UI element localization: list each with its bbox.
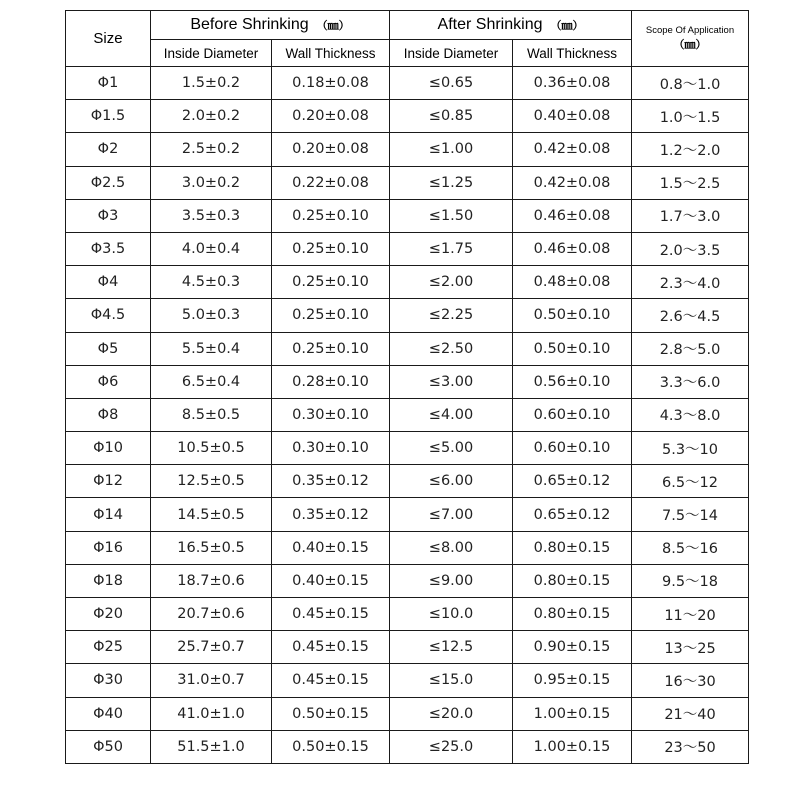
after-inside-diameter-cell: ≤10.0 bbox=[390, 598, 513, 631]
size-cell: Φ12 bbox=[66, 465, 151, 498]
scope-cell: 11～20 bbox=[632, 598, 749, 631]
table-row bbox=[66, 730, 749, 763]
before-inside-diameter-header: Inside Diameter bbox=[151, 40, 272, 67]
before-inside-diameter-cell: 2.5±0.2 bbox=[151, 133, 272, 166]
scope-cell: 8.5～16 bbox=[632, 531, 749, 564]
table-row bbox=[66, 697, 749, 730]
table-row bbox=[66, 664, 749, 697]
before-inside-diameter-cell: 1.5±0.2 bbox=[151, 67, 272, 100]
before-inside-diameter-cell: 10.5±0.5 bbox=[151, 432, 272, 465]
size-cell: Φ30 bbox=[66, 664, 151, 697]
after-wall-thickness-cell: 0.80±0.15 bbox=[513, 531, 632, 564]
before-wall-thickness-cell: 0.28±0.10 bbox=[272, 365, 390, 398]
after-shrinking-header bbox=[390, 11, 632, 40]
after-shrinking-label: After Shrinking bbox=[437, 16, 543, 33]
table-row bbox=[66, 398, 749, 431]
before-wall-thickness-cell: 0.40±0.15 bbox=[272, 564, 390, 597]
size-cell: Φ20 bbox=[66, 598, 151, 631]
header-row-group bbox=[66, 11, 749, 40]
before-inside-diameter-cell: 16.5±0.5 bbox=[151, 531, 272, 564]
table-row bbox=[66, 67, 749, 100]
table-body bbox=[66, 67, 749, 764]
scope-cell: 3.3～6.0 bbox=[632, 365, 749, 398]
before-wall-thickness-cell: 0.25±0.10 bbox=[272, 232, 390, 265]
scope-cell: 4.3～8.0 bbox=[632, 398, 749, 431]
after-inside-diameter-cell: ≤20.0 bbox=[390, 697, 513, 730]
scope-cell: 16～30 bbox=[632, 664, 749, 697]
before-wall-thickness-header: Wall Thickness bbox=[272, 40, 390, 67]
after-wall-thickness-cell: 1.00±0.15 bbox=[513, 697, 632, 730]
table-row bbox=[66, 166, 749, 199]
before-wall-thickness-cell: 0.50±0.15 bbox=[272, 697, 390, 730]
before-wall-thickness-cell: 0.35±0.12 bbox=[272, 498, 390, 531]
before-wall-thickness-cell: 0.45±0.15 bbox=[272, 664, 390, 697]
before-shrinking-unit: （㎜） bbox=[316, 20, 350, 32]
after-inside-diameter-cell: ≤8.00 bbox=[390, 531, 513, 564]
after-inside-diameter-cell: ≤12.5 bbox=[390, 631, 513, 664]
after-wall-thickness-cell: 0.40±0.08 bbox=[513, 100, 632, 133]
before-shrinking-header bbox=[151, 11, 390, 40]
after-wall-thickness-cell: 0.48±0.08 bbox=[513, 266, 632, 299]
after-inside-diameter-cell: ≤1.75 bbox=[390, 232, 513, 265]
before-wall-thickness-cell: 0.20±0.08 bbox=[272, 100, 390, 133]
table-row bbox=[66, 266, 749, 299]
size-cell: Φ3.5 bbox=[66, 232, 151, 265]
scope-cell: 13～25 bbox=[632, 631, 749, 664]
before-wall-thickness-cell: 0.35±0.12 bbox=[272, 465, 390, 498]
size-cell: Φ25 bbox=[66, 631, 151, 664]
size-cell: Φ40 bbox=[66, 697, 151, 730]
after-wall-thickness-cell: 0.42±0.08 bbox=[513, 133, 632, 166]
size-cell: Φ10 bbox=[66, 432, 151, 465]
after-wall-thickness-cell: 0.42±0.08 bbox=[513, 166, 632, 199]
table-row bbox=[66, 299, 749, 332]
scope-cell: 1.5～2.5 bbox=[632, 166, 749, 199]
after-inside-diameter-cell: ≤1.00 bbox=[390, 133, 513, 166]
before-inside-diameter-cell: 5.5±0.4 bbox=[151, 332, 272, 365]
table-row bbox=[66, 564, 749, 597]
table-row bbox=[66, 498, 749, 531]
before-wall-thickness-cell: 0.25±0.10 bbox=[272, 299, 390, 332]
before-wall-thickness-cell: 0.25±0.10 bbox=[272, 266, 390, 299]
after-inside-diameter-cell: ≤0.85 bbox=[390, 100, 513, 133]
scope-cell: 2.0～3.5 bbox=[632, 232, 749, 265]
scope-cell: 1.7～3.0 bbox=[632, 199, 749, 232]
after-wall-thickness-cell: 0.65±0.12 bbox=[513, 498, 632, 531]
after-wall-thickness-cell: 0.80±0.15 bbox=[513, 564, 632, 597]
scope-cell: 2.6～4.5 bbox=[632, 299, 749, 332]
size-cell: Φ50 bbox=[66, 730, 151, 763]
before-shrinking-label: Before Shrinking bbox=[190, 16, 309, 33]
scope-header bbox=[632, 11, 749, 67]
after-shrinking-unit: （㎜） bbox=[550, 20, 584, 32]
after-inside-diameter-cell: ≤1.25 bbox=[390, 166, 513, 199]
size-cell: Φ2.5 bbox=[66, 166, 151, 199]
before-wall-thickness-cell: 0.45±0.15 bbox=[272, 598, 390, 631]
after-inside-diameter-cell: ≤15.0 bbox=[390, 664, 513, 697]
scope-cell: 21～40 bbox=[632, 697, 749, 730]
table-row bbox=[66, 232, 749, 265]
before-wall-thickness-cell: 0.25±0.10 bbox=[272, 332, 390, 365]
after-inside-diameter-cell: ≤2.50 bbox=[390, 332, 513, 365]
scope-cell: 23～50 bbox=[632, 730, 749, 763]
after-wall-thickness-cell: 0.46±0.08 bbox=[513, 232, 632, 265]
before-wall-thickness-cell: 0.18±0.08 bbox=[272, 67, 390, 100]
scope-cell: 1.2～2.0 bbox=[632, 133, 749, 166]
after-wall-thickness-cell: 0.80±0.15 bbox=[513, 598, 632, 631]
size-cell: Φ18 bbox=[66, 564, 151, 597]
after-inside-diameter-cell: ≤9.00 bbox=[390, 564, 513, 597]
after-wall-thickness-cell: 0.65±0.12 bbox=[513, 465, 632, 498]
after-inside-diameter-cell: ≤3.00 bbox=[390, 365, 513, 398]
table-row bbox=[66, 133, 749, 166]
size-cell: Φ5 bbox=[66, 332, 151, 365]
before-wall-thickness-cell: 0.30±0.10 bbox=[272, 398, 390, 431]
before-inside-diameter-cell: 8.5±0.5 bbox=[151, 398, 272, 431]
before-inside-diameter-cell: 4.0±0.4 bbox=[151, 232, 272, 265]
scope-cell: 0.8～1.0 bbox=[632, 67, 749, 100]
table-row bbox=[66, 631, 749, 664]
before-wall-thickness-cell: 0.25±0.10 bbox=[272, 199, 390, 232]
spec-table bbox=[65, 10, 749, 764]
before-wall-thickness-cell: 0.22±0.08 bbox=[272, 166, 390, 199]
scope-cell: 5.3～10 bbox=[632, 432, 749, 465]
scope-label: Scope Of Application bbox=[645, 25, 735, 37]
size-cell: Φ14 bbox=[66, 498, 151, 531]
scope-cell: 2.3～4.0 bbox=[632, 266, 749, 299]
after-inside-diameter-cell: ≤0.65 bbox=[390, 67, 513, 100]
after-wall-thickness-cell: 0.56±0.10 bbox=[513, 365, 632, 398]
scope-cell: 1.0～1.5 bbox=[632, 100, 749, 133]
after-inside-diameter-cell: ≤25.0 bbox=[390, 730, 513, 763]
after-wall-thickness-cell: 0.36±0.08 bbox=[513, 67, 632, 100]
after-wall-thickness-cell: 0.46±0.08 bbox=[513, 199, 632, 232]
after-wall-thickness-cell: 0.95±0.15 bbox=[513, 664, 632, 697]
before-inside-diameter-cell: 41.0±1.0 bbox=[151, 697, 272, 730]
before-inside-diameter-cell: 20.7±0.6 bbox=[151, 598, 272, 631]
before-inside-diameter-cell: 5.0±0.3 bbox=[151, 299, 272, 332]
after-inside-diameter-cell: ≤2.25 bbox=[390, 299, 513, 332]
size-cell: Φ16 bbox=[66, 531, 151, 564]
before-wall-thickness-cell: 0.50±0.15 bbox=[272, 730, 390, 763]
before-inside-diameter-cell: 4.5±0.3 bbox=[151, 266, 272, 299]
before-wall-thickness-cell: 0.30±0.10 bbox=[272, 432, 390, 465]
before-inside-diameter-cell: 3.0±0.2 bbox=[151, 166, 272, 199]
after-inside-diameter-cell: ≤4.00 bbox=[390, 398, 513, 431]
size-cell: Φ1 bbox=[66, 67, 151, 100]
before-inside-diameter-cell: 3.5±0.3 bbox=[151, 199, 272, 232]
size-cell: Φ6 bbox=[66, 365, 151, 398]
table-row bbox=[66, 365, 749, 398]
after-wall-thickness-cell: 0.50±0.10 bbox=[513, 332, 632, 365]
before-inside-diameter-cell: 31.0±0.7 bbox=[151, 664, 272, 697]
before-inside-diameter-cell: 6.5±0.4 bbox=[151, 365, 272, 398]
after-wall-thickness-cell: 1.00±0.15 bbox=[513, 730, 632, 763]
table-row bbox=[66, 531, 749, 564]
table-row bbox=[66, 465, 749, 498]
after-wall-thickness-header: Wall Thickness bbox=[513, 40, 632, 67]
after-inside-diameter-cell: ≤1.50 bbox=[390, 199, 513, 232]
scope-cell: 9.5～18 bbox=[632, 564, 749, 597]
before-wall-thickness-cell: 0.45±0.15 bbox=[272, 631, 390, 664]
size-cell: Φ8 bbox=[66, 398, 151, 431]
scope-unit: （㎜） bbox=[673, 38, 707, 51]
before-inside-diameter-cell: 51.5±1.0 bbox=[151, 730, 272, 763]
size-header: Size bbox=[66, 11, 151, 67]
table-row bbox=[66, 598, 749, 631]
after-wall-thickness-cell: 0.50±0.10 bbox=[513, 299, 632, 332]
after-wall-thickness-cell: 0.60±0.10 bbox=[513, 398, 632, 431]
before-inside-diameter-cell: 2.0±0.2 bbox=[151, 100, 272, 133]
before-inside-diameter-cell: 14.5±0.5 bbox=[151, 498, 272, 531]
table-row bbox=[66, 199, 749, 232]
before-inside-diameter-cell: 25.7±0.7 bbox=[151, 631, 272, 664]
size-cell: Φ1.5 bbox=[66, 100, 151, 133]
before-inside-diameter-cell: 18.7±0.6 bbox=[151, 564, 272, 597]
after-wall-thickness-cell: 0.60±0.10 bbox=[513, 432, 632, 465]
size-cell: Φ4 bbox=[66, 266, 151, 299]
scope-cell: 7.5～14 bbox=[632, 498, 749, 531]
after-inside-diameter-cell: ≤2.00 bbox=[390, 266, 513, 299]
after-inside-diameter-header: Inside Diameter bbox=[390, 40, 513, 67]
after-inside-diameter-cell: ≤5.00 bbox=[390, 432, 513, 465]
table-header bbox=[66, 11, 749, 67]
size-cell: Φ4.5 bbox=[66, 299, 151, 332]
scope-cell: 6.5～12 bbox=[632, 465, 749, 498]
before-inside-diameter-cell: 12.5±0.5 bbox=[151, 465, 272, 498]
before-wall-thickness-cell: 0.20±0.08 bbox=[272, 133, 390, 166]
size-cell: Φ3 bbox=[66, 199, 151, 232]
after-inside-diameter-cell: ≤7.00 bbox=[390, 498, 513, 531]
scope-cell: 2.8～5.0 bbox=[632, 332, 749, 365]
table-row bbox=[66, 432, 749, 465]
after-inside-diameter-cell: ≤6.00 bbox=[390, 465, 513, 498]
size-cell: Φ2 bbox=[66, 133, 151, 166]
table-row bbox=[66, 332, 749, 365]
after-wall-thickness-cell: 0.90±0.15 bbox=[513, 631, 632, 664]
before-wall-thickness-cell: 0.40±0.15 bbox=[272, 531, 390, 564]
table-row bbox=[66, 100, 749, 133]
